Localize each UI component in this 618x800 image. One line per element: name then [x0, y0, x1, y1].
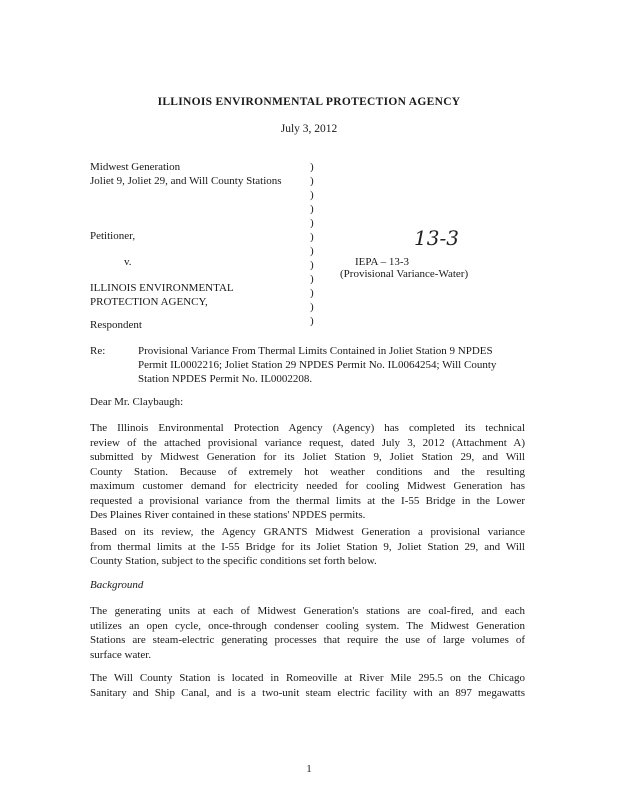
paren-mark: ): [310, 287, 314, 299]
text-line: Des Plaines River contained in these stations' NPDES permits.: [90, 509, 366, 521]
text-line: County Station. Because of extremely hot weather conditions and the resulting: [90, 465, 525, 478]
paragraph-will-county: [90, 671, 525, 700]
text-line: The Illinois Environmental Protection Agency (Agency) has completed its technical: [90, 422, 525, 434]
petitioner-line: Joliet 9, Joliet 29, and Will County Stations: [90, 175, 282, 187]
text-line: from thermal limits at the I-55 Bridge for its Joliet Station 9, Joliet Station 29, and Will: [90, 540, 525, 553]
text-line: maximum customer demand for electricity needed for cooling Midwest Generation has: [90, 480, 525, 492]
re-line: Provisional Variance From Thermal Limits Contained in Joliet Station 9 NPDES: [138, 345, 493, 357]
text-line: review of the attached provisional variance request, dated July 3, 2012 (Attachment A): [90, 436, 525, 449]
re-line: Permit IL0002216; Joliet Station 29 NPDES Permit No. IL0064254; Will County: [138, 359, 497, 371]
respondent-line: PROTECTION AGENCY,: [90, 296, 208, 308]
re-line: Station NPDES Permit No. IL0002208.: [138, 373, 313, 385]
case-number: IEPA – 13-3: [355, 256, 409, 268]
text-line: The Will County Station is located in Romeoville at River Mile 295.5 on the Chicago: [90, 672, 525, 684]
paragraph-review: [90, 421, 525, 523]
respondent-label: Respondent: [90, 319, 142, 331]
text-line: Stations are steam-electric generating processes that require the use of large volumes of: [90, 634, 525, 646]
text-line: surface water.: [90, 648, 152, 661]
respondent-line: ILLINOIS ENVIRONMENTAL: [90, 282, 234, 294]
section-heading-background: Background: [90, 579, 144, 591]
respondent-name: [90, 281, 234, 309]
paragraph-generating-units: [90, 604, 525, 662]
text-line: utilizes an open cycle, once-through condenser cooling system. The Midwest Generation: [90, 619, 525, 632]
petitioner-name: [90, 160, 282, 188]
petitioner-label: Petitioner,: [90, 230, 136, 242]
paren-mark: ): [310, 231, 314, 243]
handwritten-case-number: 13-3: [414, 226, 459, 250]
text-line: Based on its review, the Agency GRANTS Midwest Generation a provisional variance: [90, 526, 525, 538]
text-line: requested a provisional variance from the thermal limits at the I-55 Bridge in the Lower: [90, 494, 525, 507]
text-line: The generating units at each of Midwest Generation's stations are coal-fired, and each: [90, 605, 525, 617]
salutation: Dear Mr. Claybaugh:: [90, 396, 184, 408]
paragraph-grant: [90, 525, 525, 569]
re-label: Re:: [90, 345, 106, 357]
petitioner-line: Midwest Generation: [90, 161, 181, 173]
caption-parentheses: [310, 160, 314, 328]
re-subject: [138, 344, 496, 386]
paren-mark: ): [310, 245, 314, 257]
page-number: 1: [306, 763, 312, 775]
text-line: County Station, subject to the specific conditions set forth below.: [90, 555, 377, 567]
paren-mark: ): [310, 161, 314, 173]
paren-mark: ): [310, 189, 314, 201]
paren-mark: ): [310, 217, 314, 229]
agency-title: ILLINOIS ENVIRONMENTAL PROTECTION AGENCY: [157, 96, 461, 108]
case-type: (Provisional Variance-Water): [340, 268, 469, 280]
paren-mark: ): [310, 273, 314, 285]
document-date: July 3, 2012: [280, 123, 338, 135]
versus-label: v.: [124, 256, 132, 268]
paren-mark: ): [310, 203, 314, 215]
text-line: Sanitary and Ship Canal, and is a two-unit steam electric facility with an 897 megawatts: [90, 686, 525, 699]
paren-mark: ): [310, 175, 314, 187]
text-line: submitted by Midwest Generation for its Joliet Station 9, Joliet Station 29, and Will: [90, 451, 525, 463]
paren-mark: ): [310, 315, 314, 327]
paren-mark: ): [310, 259, 314, 271]
paren-mark: ): [310, 301, 314, 313]
